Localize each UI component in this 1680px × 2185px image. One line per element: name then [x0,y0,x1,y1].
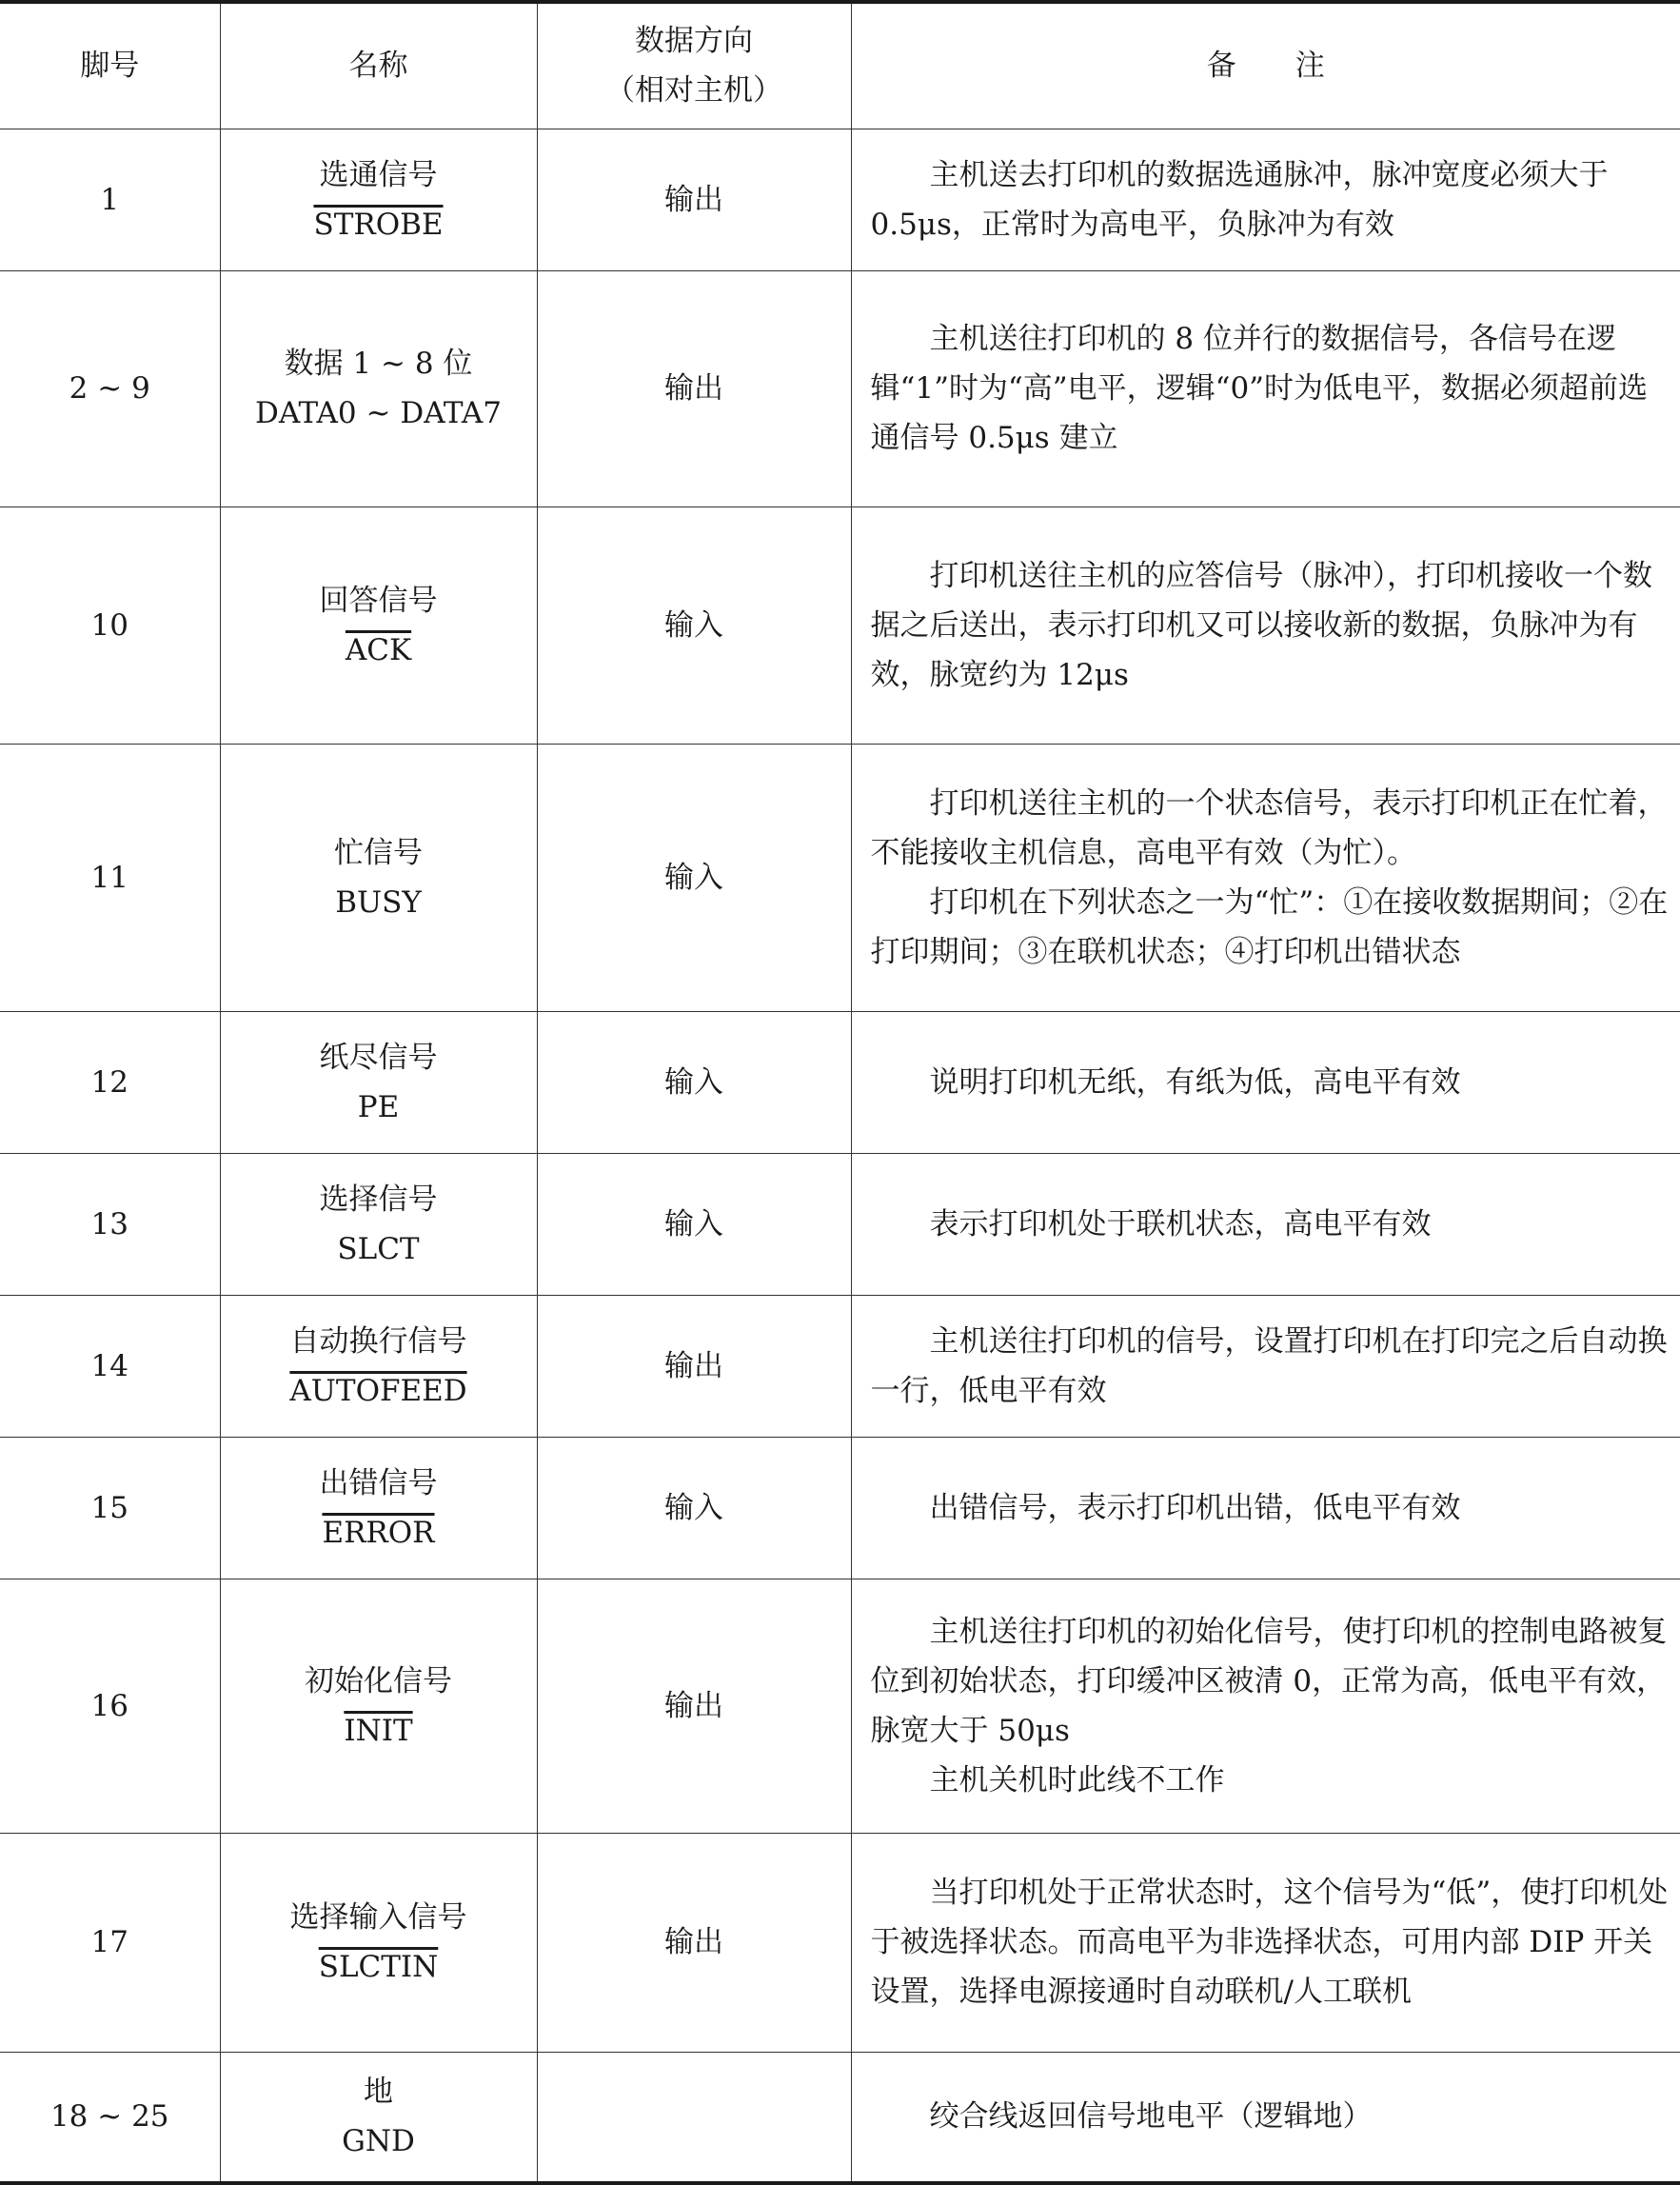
signal-name-en [221,200,537,249]
note-cell [851,1011,1680,1153]
pin-cell: 11 [0,744,220,1011]
pin-cell: 16 [0,1579,220,1833]
pin-cell: 17 [0,1833,220,2052]
note-cell [851,2052,1680,2183]
table-row [0,1153,1680,1295]
direction-cell: 输入 [537,507,851,744]
name-cell [220,744,537,1011]
note-cell [851,1153,1680,1295]
pin-cell: 12 [0,1011,220,1153]
note-cell [851,270,1680,507]
header-direction-line1: 数据方向 [635,24,753,59]
header-note: 备 注 [851,2,1680,129]
pin-cell: 15 [0,1437,220,1579]
pin-cell: 1 [0,129,220,270]
name-cell [220,1295,537,1437]
signal-name-cn: 纸尽信号 [319,1040,438,1075]
signal-mnemonic: INIT [344,1713,413,1748]
signal-name-en [221,2116,537,2166]
header-direction [537,2,851,129]
note-cell [851,129,1680,270]
signal-name-cn: 选择输入信号 [289,1900,467,1935]
name-cell [220,1833,537,2052]
table-row [0,270,1680,507]
signal-name-cn: 回答信号 [319,583,438,618]
signal-name-en [221,1224,537,1274]
signal-name-en [221,1083,537,1132]
name-cell [220,1437,537,1579]
pin-cell: 18 ~ 25 [0,2052,220,2183]
direction-cell: 输入 [537,744,851,1011]
signal-name-cn: 数据 1 ~ 8 位 [284,347,473,381]
pin-cell: 10 [0,507,220,744]
note-paragraph: 主机送往打印机的初始化信号，使打印机的控制电路被复位到初始状态，打印缓冲区被清 0，正常为高，低电平有效，脉宽大于 50μs [870,1614,1668,1748]
name-cell [220,1153,537,1295]
header-row [0,2,1680,129]
table-row [0,1295,1680,1437]
signal-mnemonic: $\overline{ACK}$ [345,632,412,667]
signal-mnemonic: ERROR [322,1515,435,1550]
table-row [0,1437,1680,1579]
table-row [0,2052,1680,2183]
note-paragraph: 主机送往打印机的 8 位并行的数据信号，各信号在逻辑“1”时为“高”电平，逻辑“0”时为低电平，数据必须超前选通信号 0.5μs 建立 [870,322,1649,455]
note-cell [851,1579,1680,1833]
pin-cell: 13 [0,1153,220,1295]
signal-name-en [221,1508,537,1558]
signal-name-en [221,626,537,675]
direction-cell: 输入 [537,1437,851,1579]
name-cell [220,507,537,744]
direction-cell [537,2052,851,2183]
note-paragraph: 打印机在下列状态之一为“忙”：①在接收数据期间；②在打印期间；③在联机状态；④打印机出错状态 [870,884,1669,969]
direction-cell: 输入 [537,1153,851,1295]
direction-cell: 输出 [537,129,851,270]
signal-name-cn: 选择信号 [319,1182,438,1217]
name-cell [220,129,537,270]
signal-mnemonic: AUTOFEED [289,1373,467,1408]
signal-name-cn: 初始化信号 [305,1663,452,1698]
signal-mnemonic: STROBE [313,207,444,242]
name-cell [220,2052,537,2183]
signal-name-en [221,1706,537,1756]
note-paragraph: 主机送去打印机的数据选通脉冲，脉冲宽度必须大于0.5μs，正常时为高电平，负脉冲为有效 [870,157,1609,242]
header-name: 名称 [220,2,537,129]
pin-cell: 2 ~ 9 [0,270,220,507]
table-row [0,744,1680,1011]
note-paragraph: 当打印机处于正常状态时，这个信号为“低”，使打印机处于被选择状态。而高电平为非选择状态，可用内部 DIP 开关设置，选择电源接通时自动联机/人工联机 [870,1876,1669,2009]
name-cell [220,270,537,507]
signal-name-en [221,878,537,927]
signal-name-cn: 选通信号 [319,157,438,192]
table-row [0,507,1680,744]
note-paragraph: 打印机送往主机的一个状态信号，表示打印机正在忙着，不能接收主机信息，高电平有效（为忙）。 [870,785,1668,870]
signal-mnemonic: SLCT [337,1231,420,1266]
note-paragraph: 表示打印机处于联机状态，高电平有效 [929,1206,1432,1241]
note-paragraph: 出错信号，表示打印机出错，低电平有效 [929,1490,1461,1525]
direction-cell: 输入 [537,1011,851,1153]
note-paragraph: 打印机送往主机的应答信号（脉冲），打印机接收一个数据之后送出，表示打印机又可以接收新的数据，负脉冲为有效，脉宽约为 12μs [870,558,1652,692]
signal-mnemonic: DATA0 ~ DATA7 [255,396,502,430]
signal-name-en [221,388,537,438]
note-cell [851,1437,1680,1579]
signal-mnemonic: GND [342,2124,415,2159]
table-row [0,1579,1680,1833]
direction-cell: 输出 [537,270,851,507]
table-row [0,1833,1680,2052]
signal-mnemonic: SLCTIN [318,1950,439,1984]
name-cell [220,1579,537,1833]
table-row [0,129,1680,270]
note-paragraph: 说明打印机无纸，有纸为低，高电平有效 [929,1064,1461,1100]
note-cell [851,1295,1680,1437]
signal-name-cn: 忙信号 [334,835,423,870]
signal-mnemonic: BUSY [335,884,422,920]
note-cell [851,744,1680,1011]
direction-cell: 输出 [537,1295,851,1437]
table-row [0,1011,1680,1153]
note-cell [851,1833,1680,2052]
note-cell [851,507,1680,744]
table-body [0,129,1680,2183]
signal-name-en [221,1366,537,1416]
header-direction-line2: （相对主机） [605,73,782,109]
note-paragraph: 主机关机时此线不工作 [929,1762,1225,1798]
signal-name-cn: 自动换行信号 [289,1323,467,1359]
direction-cell: 输出 [537,1833,851,2052]
pin-cell: 14 [0,1295,220,1437]
signal-name-cn: 地 [364,2075,393,2110]
signal-name-en [221,1942,537,1992]
note-paragraph: 绞合线返回信号地电平（逻辑地） [929,2099,1373,2135]
signal-name-cn: 出错信号 [319,1465,438,1500]
name-cell [220,1011,537,1153]
note-paragraph: 主机送往打印机的信号，设置打印机在打印完之后自动换一行，低电平有效 [870,1323,1668,1408]
direction-cell: 输出 [537,1579,851,1833]
signal-mnemonic: PE [357,1089,400,1124]
header-pin: 脚号 [0,2,220,129]
